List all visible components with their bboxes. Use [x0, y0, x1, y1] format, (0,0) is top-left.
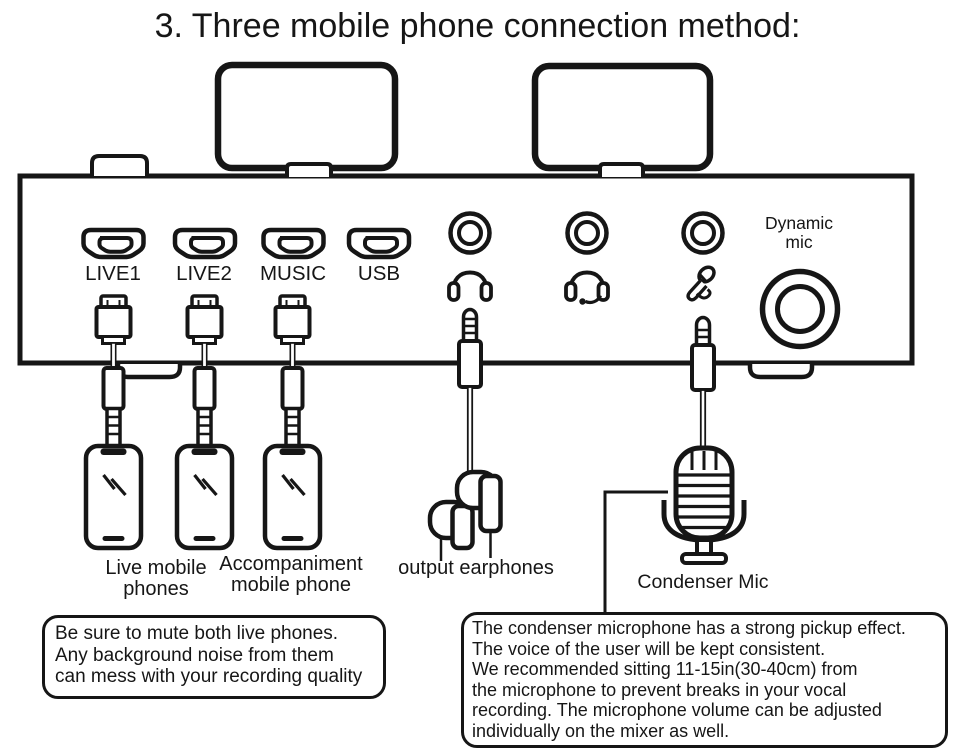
cable-live1	[97, 296, 131, 447]
earphone-cable	[459, 310, 481, 475]
mixer-foot-left	[118, 364, 180, 377]
condenser-mic-cable	[692, 318, 714, 448]
page-title: 3. Three mobile phone connection method:	[154, 7, 801, 45]
dynamic-mic-label: Dynamic mic	[764, 213, 834, 252]
condenser-mic-drawing	[664, 448, 744, 563]
mixer-top-button	[92, 156, 147, 176]
callout-line	[605, 492, 668, 613]
phone-accompaniment	[265, 446, 320, 548]
mixer-top-knob-right	[535, 66, 710, 177]
mixer-top-knob-left	[218, 65, 395, 177]
port-label-usb: USB	[357, 262, 401, 285]
phone-live2	[177, 446, 232, 548]
accompaniment-phone-label: Accompaniment mobile phone	[219, 553, 363, 596]
port-label-music: MUSIC	[259, 262, 327, 285]
mute-warning-note	[42, 615, 386, 699]
port-label-live1: LIVE1	[85, 262, 141, 285]
phone-live1	[86, 446, 141, 548]
mixer-foot-right	[750, 364, 812, 377]
mute-warning-text: Be sure to mute both live phones. Any background noise from them can mess with your recording quality	[55, 623, 363, 687]
condenser-mic-note	[461, 612, 948, 748]
cable-music	[276, 296, 310, 447]
condenser-mic-label: Condenser Mic	[637, 571, 769, 593]
cable-live2	[188, 296, 222, 447]
earbuds	[430, 472, 501, 561]
output-earphones-label: output earphones	[398, 557, 554, 579]
condenser-mic-note-text: The condenser microphone has a strong pickup effect. The voice of the user will be kept consistent. We recommended sitting 11-15in(30-40cm) from the microphone to prevent breaks in your vocal recording. The microphone volume can be adjusted individually on the mixer as well.	[472, 618, 906, 741]
live-phones-label: Live mobile phones	[105, 557, 207, 600]
port-label-live2: LIVE2	[176, 262, 232, 285]
